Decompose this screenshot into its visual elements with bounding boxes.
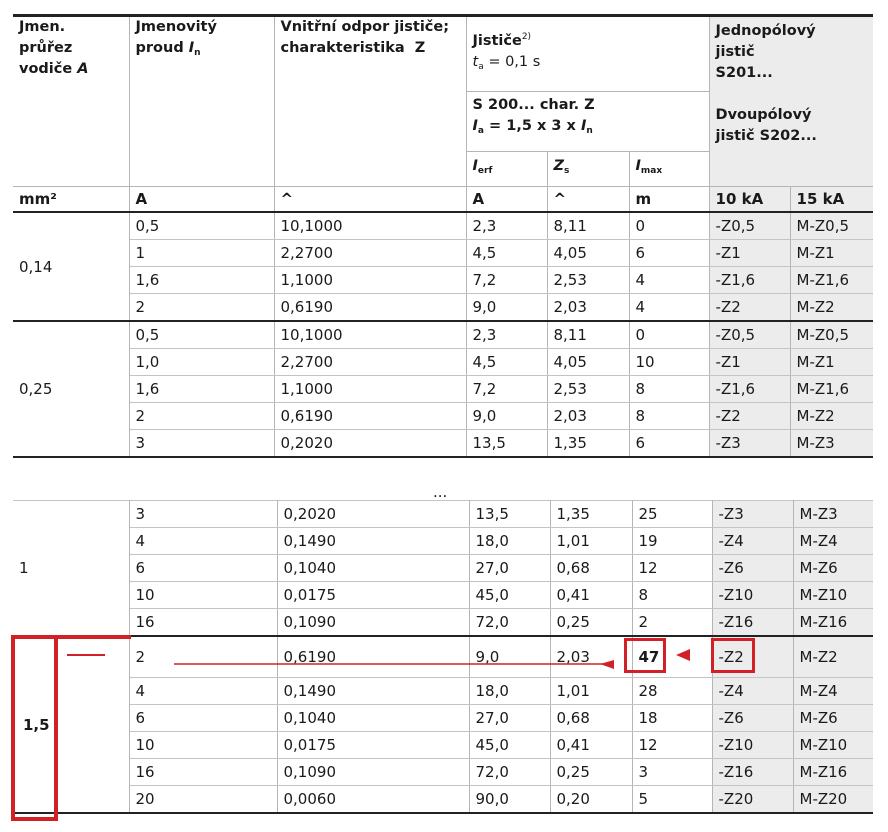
table-cell: -Z16 — [712, 609, 793, 637]
table-cell: 20 — [129, 786, 277, 814]
table-cell: M-Z10 — [793, 732, 873, 759]
unit-10ka: 10 kA — [709, 187, 790, 213]
table-cell: 16 — [129, 609, 277, 637]
table-cell: 1,1000 — [274, 376, 466, 403]
arrow-head-right — [600, 660, 614, 669]
table-cell: 8 — [632, 582, 712, 609]
header-imax: $I_{max}$ — [629, 152, 709, 187]
table-cell: 0,2020 — [277, 501, 469, 528]
table-cell: 1,0 — [129, 349, 274, 376]
header-zs: $Z_s$ — [547, 152, 629, 187]
header-cross-section: Jmen. průřez vodiče A — [13, 16, 129, 187]
table-cell: -Z6 — [712, 705, 793, 732]
table-cell: M-Z0,5 — [790, 321, 873, 349]
table-cell: 9,0 — [466, 294, 547, 322]
table-cell: -Z10 — [712, 732, 793, 759]
table-cell: 0,68 — [550, 555, 632, 582]
table-cell: 0 — [629, 212, 709, 240]
table-cell: M-Z6 — [793, 555, 873, 582]
unit-mm2: mm² — [13, 187, 129, 213]
table-cell: 28 — [632, 678, 712, 705]
table-cell: 25 — [632, 501, 712, 528]
table-cell: 27,0 — [469, 555, 550, 582]
table-cell: 3 — [632, 759, 712, 786]
table-cell: 0,1040 — [277, 555, 469, 582]
unit-a: A — [466, 187, 547, 213]
table-cell: M-Z1,6 — [790, 376, 873, 403]
table-cell: 0,1090 — [277, 759, 469, 786]
header-breaker-type: Jednopólový jistič S201... Dvoupólový jistič S202... — [709, 16, 873, 187]
table-cell: -Z0,5 — [709, 321, 790, 349]
table-cell: 2,3 — [466, 212, 547, 240]
header-ierf: $I_{erf}$ — [466, 152, 547, 187]
table-cell: 6 — [129, 705, 277, 732]
table-cell: 8,11 — [547, 212, 629, 240]
table-cell: M-Z2 — [793, 636, 873, 678]
table-cell: 3 — [129, 430, 274, 458]
table-cell: 4 — [129, 678, 277, 705]
table-cell: 0,0060 — [277, 786, 469, 814]
table-cell: M-Z16 — [793, 759, 873, 786]
table-cell: 10 — [629, 349, 709, 376]
table-cell: 4,5 — [466, 349, 547, 376]
table-cell: 19 — [632, 528, 712, 555]
table-cell: M-Z4 — [793, 678, 873, 705]
table-cell: 0,5 — [129, 212, 274, 240]
table-cell: 2,53 — [547, 267, 629, 294]
table-cell: 72,0 — [469, 609, 550, 637]
table-cell: 18,0 — [469, 528, 550, 555]
table-cell: 0,0175 — [277, 732, 469, 759]
table-cell: 6 — [129, 555, 277, 582]
table-cell: 10 — [129, 582, 277, 609]
table-cell: 6 — [629, 240, 709, 267]
table-cell: 6 — [629, 430, 709, 458]
table-cell: 12 — [632, 555, 712, 582]
table-cell: -Z20 — [712, 786, 793, 814]
table-cell: 2 — [129, 294, 274, 322]
table-cell: -Z4 — [712, 678, 793, 705]
table-cell: 4,05 — [547, 240, 629, 267]
table-cell: 5 — [632, 786, 712, 814]
table-cell: 0,6190 — [274, 294, 466, 322]
table-cell: M-Z20 — [793, 786, 873, 814]
table-cell: 0,0175 — [277, 582, 469, 609]
table-cell: 1,01 — [550, 528, 632, 555]
table-cell: M-Z3 — [790, 430, 873, 458]
table-cell: 2,03 — [550, 636, 632, 678]
table-cell: 2,03 — [547, 403, 629, 430]
table-cell: 4 — [629, 267, 709, 294]
table-cell: -Z4 — [712, 528, 793, 555]
table-cell: 0,1090 — [277, 609, 469, 637]
table-cell: -Z2 — [709, 294, 790, 322]
table-cell: M-Z16 — [793, 609, 873, 637]
cross-section-cell: 0,25 — [13, 321, 129, 457]
table-cell: 7,2 — [466, 376, 547, 403]
table-cell: 0,25 — [550, 609, 632, 637]
table-cell: 2,2700 — [274, 349, 466, 376]
table-cell: 0,41 — [550, 732, 632, 759]
table-cell: 1,01 — [550, 678, 632, 705]
table-cell: 47 — [632, 636, 712, 678]
table-cell: M-Z2 — [790, 403, 873, 430]
table-cell: 0,2020 — [274, 430, 466, 458]
table-cell: 7,2 — [466, 267, 547, 294]
unit-a: A — [129, 187, 274, 213]
table-cell: 10 — [129, 732, 277, 759]
table-cell: 0,25 — [550, 759, 632, 786]
table-cell: 0,20 — [550, 786, 632, 814]
table-cell: 2,03 — [547, 294, 629, 322]
table-cell: -Z2 — [712, 636, 793, 678]
table-cell: 13,5 — [469, 501, 550, 528]
table-cell: -Z16 — [712, 759, 793, 786]
table-cell: -Z1,6 — [709, 376, 790, 403]
table-cell: M-Z10 — [793, 582, 873, 609]
table-cell: 18,0 — [469, 678, 550, 705]
unit-ohm: ^ — [274, 187, 466, 213]
table-cell: M-Z1,6 — [790, 267, 873, 294]
table-cell: 9,0 — [469, 636, 550, 678]
table-cell: 16 — [129, 759, 277, 786]
table-cell: 0,1490 — [277, 678, 469, 705]
table-cell: 4 — [129, 528, 277, 555]
table-cell: 0,41 — [550, 582, 632, 609]
table-cell: 2 — [129, 403, 274, 430]
table-cell: 0,68 — [550, 705, 632, 732]
header-jistice: Jističe$^{2)}$ $t_a = 0,1$ s — [466, 16, 709, 92]
table-cell: 8 — [629, 376, 709, 403]
table-cell: 1,35 — [550, 501, 632, 528]
table-cell: -Z1 — [709, 240, 790, 267]
table-cell: 0,6190 — [274, 403, 466, 430]
table-cell: 1,6 — [129, 267, 274, 294]
table-cell: 1,6 — [129, 376, 274, 403]
table-cell: 45,0 — [469, 732, 550, 759]
table-cell: 0,5 — [129, 321, 274, 349]
table-cell: 8,11 — [547, 321, 629, 349]
table-cell: 2 — [632, 609, 712, 637]
table-cell: 3 — [129, 501, 277, 528]
header-internal-resistance: Vnitřní odpor jističe; charakteristika Z — [274, 16, 466, 187]
table-cell: M-Z1 — [790, 240, 873, 267]
table-cell: 13,5 — [466, 430, 547, 458]
unit-15ka: 15 kA — [790, 187, 873, 213]
table-cell: 45,0 — [469, 582, 550, 609]
table-cell: M-Z3 — [793, 501, 873, 528]
table-cell: 0,1040 — [277, 705, 469, 732]
table-cell: 1 — [129, 240, 274, 267]
table-cell: 2,2700 — [274, 240, 466, 267]
header-s200: S 200... char. Z $I_a = 1,5$ x 3 x $I_n$ — [466, 92, 709, 152]
table-cell: 0,6190 — [277, 636, 469, 678]
table-cell: 2,3 — [466, 321, 547, 349]
table-cell: 72,0 — [469, 759, 550, 786]
table-cell: -Z2 — [709, 403, 790, 430]
table-cell: 9,0 — [466, 403, 547, 430]
table-cell: -Z3 — [709, 430, 790, 458]
unit-ohm: ^ — [547, 187, 629, 213]
table-cell: 0 — [629, 321, 709, 349]
table-cell: 4,5 — [466, 240, 547, 267]
table-cell: -Z6 — [712, 555, 793, 582]
table-cell: 1,35 — [547, 430, 629, 458]
table-cell: 1,1000 — [274, 267, 466, 294]
table-cell: M-Z1 — [790, 349, 873, 376]
table-cell: 4,05 — [547, 349, 629, 376]
table-cell: M-Z0,5 — [790, 212, 873, 240]
table-cell: -Z10 — [712, 582, 793, 609]
table-cell: -Z1 — [709, 349, 790, 376]
table-cell: 2 — [129, 636, 277, 678]
cross-section-cell: 0,14 — [13, 212, 129, 321]
unit-m: m — [629, 187, 709, 213]
table-cell: -Z1,6 — [709, 267, 790, 294]
table-cell: 10,1000 — [274, 212, 466, 240]
table-cell: M-Z4 — [793, 528, 873, 555]
table-cell: 90,0 — [469, 786, 550, 814]
table-cell: -Z3 — [712, 501, 793, 528]
arrow-head-left — [676, 649, 690, 661]
cross-section-cell: 1,5 — [13, 636, 129, 813]
cross-section-cell: 1 — [13, 501, 129, 637]
table-cell: M-Z2 — [790, 294, 873, 322]
table-cell: 4 — [629, 294, 709, 322]
table-cell: 2,53 — [547, 376, 629, 403]
table-cell: -Z0,5 — [709, 212, 790, 240]
table-cell: 12 — [632, 732, 712, 759]
table-cell: M-Z6 — [793, 705, 873, 732]
table-cell: 18 — [632, 705, 712, 732]
table-cell: 0,1490 — [277, 528, 469, 555]
table-cell: 27,0 — [469, 705, 550, 732]
table-cell: 10,1000 — [274, 321, 466, 349]
ellipsis: ... — [433, 483, 448, 501]
header-rated-current: Jmenovitý proud $I_n$ — [129, 16, 274, 187]
table-cell: 8 — [629, 403, 709, 430]
